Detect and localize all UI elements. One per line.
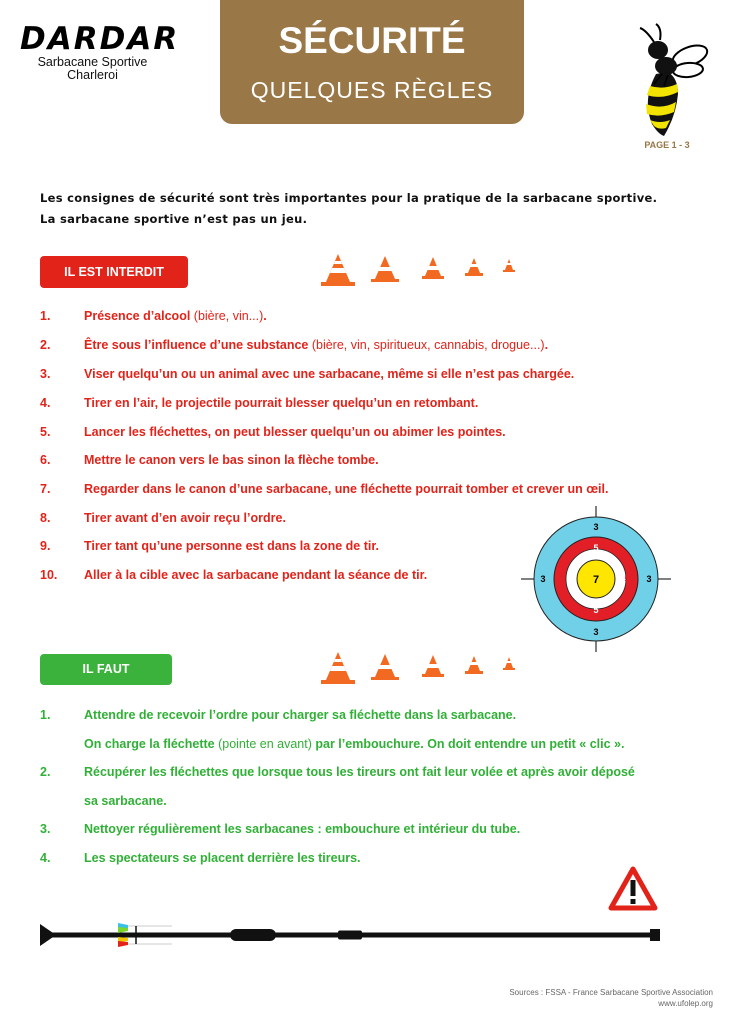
target-label-bottom-3: 3	[593, 627, 599, 637]
traffic-cones-row	[318, 252, 520, 288]
traffic-cone-icon	[321, 652, 355, 684]
forbidden-badge: IL EST INTERDIT	[40, 256, 188, 288]
traffic-cone-icon	[371, 654, 399, 680]
logo-title: DARDAR	[20, 21, 180, 57]
warning-triangle-icon	[608, 866, 658, 911]
target-label-left-5: 5	[560, 574, 566, 584]
traffic-cone-icon	[503, 259, 515, 272]
target-label-right-3: 3	[646, 574, 652, 584]
target-label-bottom-5: 5	[593, 605, 599, 615]
intro-line-2: La sarbacane sportive n’est pas un jeu.	[40, 212, 308, 226]
target-label-left-3: 3	[540, 574, 546, 584]
website-link[interactable]: www.ufolep.org	[658, 999, 713, 1008]
traffic-cone-icon	[321, 254, 355, 286]
traffic-cone-icon	[465, 656, 483, 674]
banner-title: SÉCURITÉ	[278, 20, 466, 61]
blowgun-icon	[38, 918, 664, 952]
logo-subtitle-1: Sarbacane Sportive	[37, 55, 148, 69]
target-icon	[521, 506, 671, 652]
wasp-icon	[632, 20, 712, 138]
target-label-top-5: 5	[593, 543, 599, 553]
target-label-center-7: 7	[592, 574, 600, 586]
intro-line-1: Les consignes de sécurité sont très importantes pour la pratique de la sarbacane sportive.	[40, 191, 658, 205]
traffic-cone-icon	[371, 256, 399, 282]
traffic-cones-row-2	[318, 650, 520, 686]
target-label-right-5: 5	[624, 574, 630, 584]
traffic-cone-icon	[503, 657, 515, 670]
traffic-cone-icon	[465, 258, 483, 276]
traffic-cone-icon	[422, 257, 444, 279]
club-logo	[20, 21, 180, 82]
sources-text: Sources : FSSA - France Sarbacane Sportive Association	[509, 988, 713, 997]
logo-subtitle-2: Charleroi	[67, 68, 118, 82]
traffic-cone-icon	[422, 655, 444, 677]
title-banner	[220, 0, 524, 124]
must-badge: IL FAUT	[40, 654, 172, 685]
sources-footer	[420, 987, 713, 1009]
page-number: PAGE 1 - 3	[644, 140, 690, 150]
target-label-top-3: 3	[593, 522, 599, 532]
banner-subtitle: QUELQUES RÈGLES	[250, 77, 494, 103]
